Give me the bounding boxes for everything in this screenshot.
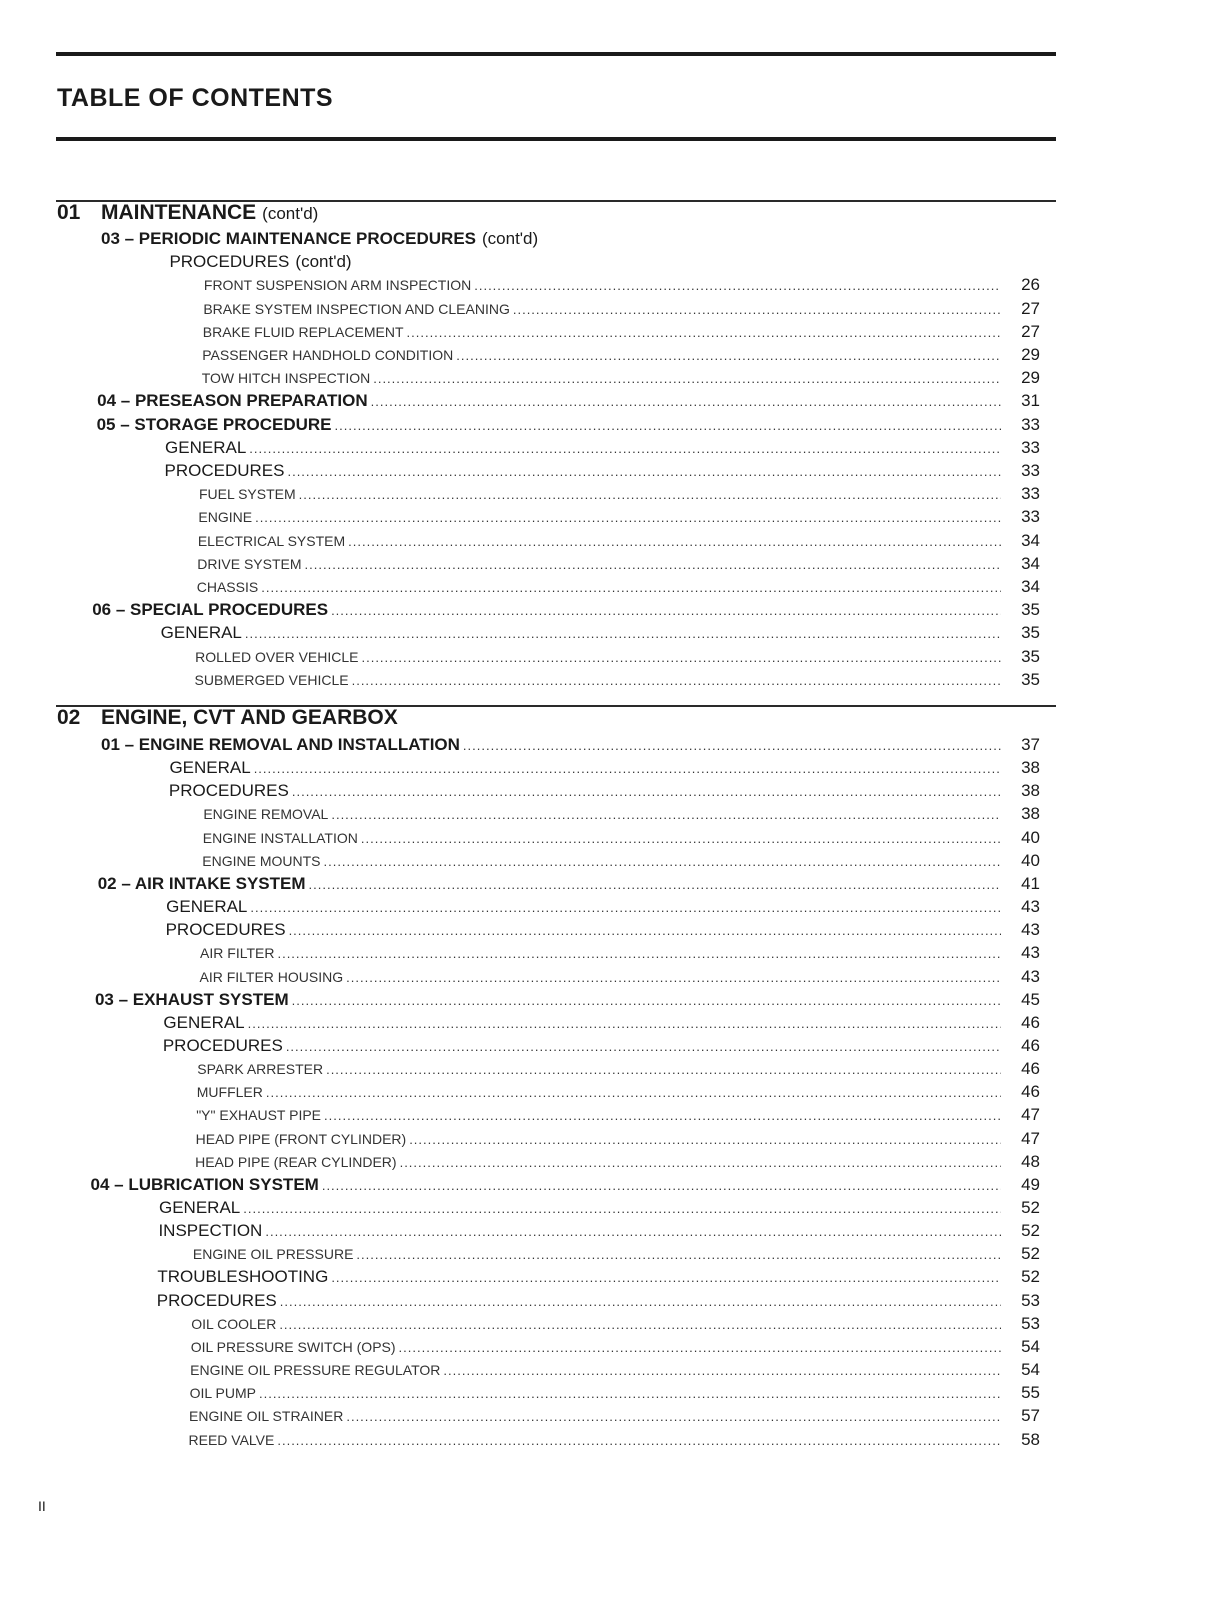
dot-leader [280,1290,1001,1313]
dot-leader [255,506,1001,529]
dot-leader [352,669,1001,692]
dot-leader [456,344,1001,367]
toc-entry-label: AIR FILTER HOUSING [199,968,344,985]
dot-leader [266,1081,1001,1104]
toc-entry[interactable] [97,389,1040,412]
toc-entry-label: 02 – AIR INTAKE SYSTEM [97,873,306,893]
toc-entry-label: 03 – PERIODIC MAINTENANCE PROCEDURES [101,229,477,248]
toc-entry-page: 58 [1021,1429,1040,1449]
toc-entry[interactable] [169,756,1040,779]
toc-entry-page: 46 [1021,1059,1040,1079]
toc-entry-label: TROUBLESHOOTING [157,1267,329,1287]
toc-entry-label: GENERAL [165,437,247,457]
dot-leader [443,1359,1001,1382]
toc-entry-page: 38 [1021,758,1040,778]
dot-leader [249,437,1001,460]
toc-entry-label: "Y" EXHAUST PIPE [196,1107,322,1124]
toc-entry[interactable] [204,273,1040,296]
toc-entry-label: SPARK ARRESTER [197,1061,324,1078]
toc-entry-page: 34 [1021,577,1040,596]
toc-entry-page: 37 [1021,735,1040,754]
toc-entry-label: ENGINE OIL PRESSURE REGULATOR [190,1362,441,1379]
dot-leader [287,460,1001,483]
toc-entry-label: 05 – STORAGE PROCEDURE [96,414,332,434]
toc-entry-page: 43 [1021,943,1040,963]
toc-entry-label: ENGINE OIL STRAINER [189,1408,344,1425]
toc-entry[interactable] [189,1404,1040,1427]
toc-entry-label: 04 – LUBRICATION SYSTEM [90,1174,319,1194]
toc-entry[interactable] [199,482,1040,505]
toc-entry-page: 43 [1021,897,1040,917]
toc-entry-label: ENGINE [198,509,253,526]
toc-entry[interactable] [165,459,1041,482]
dot-leader [348,530,1001,553]
toc-entry[interactable] [166,895,1040,918]
toc-entry-label: GENERAL [166,897,248,917]
dot-leader [322,1174,1001,1197]
dot-leader [400,1151,1001,1174]
toc-entry[interactable] [202,366,1040,389]
toc-entry-page: 43 [1021,920,1040,940]
dot-leader [373,367,1001,390]
toc-entry-label: ENGINE OIL PRESSURE [192,1246,354,1263]
toc-entry[interactable] [197,1057,1040,1080]
toc-entry-suffix: (cont'd) [482,229,539,248]
toc-entry[interactable] [97,413,1040,436]
dot-leader [243,1197,1001,1220]
toc-entry-label: PROCEDURES [164,461,285,480]
toc-entry-page: 54 [1021,1360,1040,1380]
toc-entry[interactable] [195,645,1040,668]
toc-entry-page: 35 [1021,623,1040,643]
dot-leader [305,553,1001,576]
section-number: 01 [57,201,81,224]
toc-entry-label: HEAD PIPE (FRONT CYLINDER) [195,1130,407,1147]
toc-entry[interactable] [163,1034,1040,1057]
toc-entry[interactable] [203,320,1040,343]
toc-entry-page: 47 [1021,1105,1040,1125]
toc-entry-label: 01 – ENGINE REMOVAL AND INSTALLATION [101,735,460,754]
toc-entry-page: 46 [1021,1035,1040,1055]
toc-entry-page: 57 [1021,1406,1040,1426]
toc-entry-label: TOW HITCH INSPECTION [201,370,371,387]
toc-entry[interactable] [166,918,1040,941]
toc-entry[interactable] [92,598,1040,621]
toc-entry[interactable] [169,250,1040,273]
toc-entry-page: 43 [1021,966,1040,986]
section-heading [57,201,1057,227]
toc-entry-page: 52 [1021,1244,1040,1264]
toc-entry-page: 33 [1021,437,1040,457]
toc-entry[interactable] [161,621,1040,644]
toc-entry-label: MUFFLER [196,1084,263,1101]
toc-entry-label: GENERAL [159,1198,241,1217]
toc-entry-page: 33 [1021,507,1040,527]
toc-entry-label: CHASSIS [196,579,259,595]
toc-entry-label: 04 – PRESEASON PREPARATION [97,391,368,411]
toc-entry-page: 53 [1021,1313,1040,1333]
toc-entry-page: 45 [1021,989,1040,1009]
toc-entry-label: BRAKE SYSTEM INSPECTION AND CLEANING [203,300,510,317]
dot-leader [409,1128,1001,1151]
toc-entry-label: FUEL SYSTEM [198,486,296,503]
toc-entry-page: 31 [1021,391,1040,411]
toc-entry-label: PROCEDURES [168,781,289,801]
toc-entry-label: AIR FILTER [200,945,275,962]
toc-entry-label: HEAD PIPE (REAR CYLINDER) [195,1153,397,1170]
toc-entry[interactable] [196,1103,1040,1126]
toc-entry-page: 29 [1021,345,1040,364]
dot-leader [265,1220,1001,1243]
toc-entry-page: 52 [1021,1267,1040,1287]
toc-entry[interactable] [191,1312,1040,1335]
toc-entry-label: BRAKE FLUID REPLACEMENT [202,323,404,340]
toc-entry-page: 46 [1021,1082,1040,1102]
dot-leader [324,1104,1001,1127]
toc-entry-page: 27 [1021,321,1040,341]
section-number: 02 [57,706,81,729]
toc-entry-label: OIL PUMP [189,1385,256,1402]
toc-entry-label: ENGINE MOUNTS [202,852,321,869]
toc-entry-page: 55 [1021,1383,1040,1403]
toc-entry-label: REED VALVE [188,1431,275,1448]
section-suffix: (cont'd) [262,204,319,223]
toc-entry[interactable] [202,849,1040,872]
toc-entry-page: 35 [1021,669,1040,689]
toc-entry-label: ENGINE INSTALLATION [202,829,358,846]
dot-leader [286,1035,1001,1058]
toc-entry[interactable] [165,436,1040,459]
toc-entry[interactable] [197,552,1040,575]
toc-entry[interactable] [157,1265,1040,1288]
dot-leader [277,1429,1001,1452]
toc-entry-page: 47 [1021,1128,1040,1148]
dot-leader [259,1382,1001,1405]
toc-entry-label: 03 – EXHAUST SYSTEM [94,989,289,1009]
toc-entry-page: 26 [1021,275,1040,295]
dot-leader [309,873,1001,896]
toc-entry-page: 38 [1021,804,1040,824]
toc-entry[interactable] [195,1150,1040,1173]
toc-entry[interactable] [159,1196,1040,1219]
dot-leader [292,780,1001,803]
dot-leader [289,919,1001,942]
toc-entry-label: OIL PRESSURE SWITCH (OPS) [190,1338,396,1355]
toc-entry[interactable] [198,505,1040,528]
title-bottom-rule [56,137,1056,141]
toc-entry[interactable] [193,1242,1040,1265]
toc-entry-page: 38 [1021,781,1040,801]
dot-leader [346,966,1001,989]
toc-entry-label: SUBMERGED VEHICLE [194,671,349,688]
dot-leader [356,1243,1001,1266]
toc-entry-page: 35 [1021,646,1040,666]
section-title: MAINTENANCE [101,201,257,224]
toc-entry-label: GENERAL [160,623,242,643]
toc-entry-label: FRONT SUSPENSION ARM INSPECTION [203,277,472,294]
toc-entry-label: ROLLED OVER VEHICLE [195,648,359,665]
toc-entry-label: PASSENGER HANDHOLD CONDITION [202,347,454,363]
dot-leader [248,1012,1001,1035]
dot-leader [261,576,1001,599]
toc-entry-page: 46 [1021,1012,1040,1032]
toc-entry-page: 34 [1021,553,1040,573]
toc-entry[interactable] [101,227,1040,250]
toc-entry[interactable] [197,1080,1040,1103]
toc-entry-page: 54 [1021,1336,1040,1356]
toc-entry[interactable] [191,1335,1040,1358]
toc-entry-page: 52 [1021,1198,1040,1217]
toc-entry-label: PROCEDURES [156,1290,277,1310]
toc-entry-page: 41 [1021,873,1040,893]
page-number: II [38,1498,46,1514]
dot-leader [399,1336,1001,1359]
toc-entry-label: ELECTRICAL SYSTEM [197,532,346,549]
toc-entry[interactable] [157,1289,1040,1312]
toc-entry[interactable] [198,529,1040,552]
toc-entry[interactable] [203,297,1040,320]
toc-entry-page: 27 [1021,298,1040,318]
dot-leader [254,757,1001,780]
toc-entry-label: 06 – SPECIAL PROCEDURES [92,600,329,620]
dot-leader [245,622,1001,645]
dot-leader [331,1266,1001,1289]
toc-entry-label: GENERAL [163,1012,245,1032]
toc-entry[interactable] [203,826,1040,849]
toc-entry[interactable] [98,872,1040,895]
toc-entry-page: 40 [1021,850,1040,870]
toc-entry-suffix: (cont'd) [295,252,352,272]
toc-entry[interactable] [189,1428,1041,1451]
toc-entry-label: DRIVE SYSTEM [197,555,302,572]
toc-entry-label: INSPECTION [158,1221,263,1241]
toc-entry-label: GENERAL [169,758,251,778]
dot-leader [331,599,1001,622]
dot-leader [346,1405,1001,1428]
dot-leader [323,850,1001,873]
toc-entry[interactable] [158,1219,1040,1242]
toc-entry[interactable] [196,1127,1040,1150]
toc-entry-label: PROCEDURES [169,252,290,272]
dot-leader [250,896,1001,919]
toc-entry-page: 33 [1021,484,1040,504]
dot-leader [474,274,1001,297]
dot-leader [292,989,1001,1012]
toc-entry-page: 33 [1021,461,1040,480]
dot-leader [279,1313,1001,1336]
toc-entry-label: PROCEDURES [165,920,286,940]
dot-leader [513,298,1001,321]
dot-leader [371,390,1001,413]
dot-leader [326,1058,1001,1081]
toc-entry-page: 29 [1021,368,1040,388]
toc-entry[interactable] [169,779,1040,802]
toc-entry-page: 52 [1021,1221,1040,1241]
dot-leader [335,414,1001,437]
toc-entry[interactable] [91,1173,1040,1196]
dot-leader [407,321,1001,344]
toc-entry-page: 33 [1021,414,1040,434]
toc-entry[interactable] [190,1358,1040,1381]
toc-entry[interactable] [195,668,1040,691]
toc-entry-page: 48 [1021,1151,1040,1171]
dot-leader [361,646,1001,669]
section-heading [57,706,1057,732]
dot-leader [331,803,1001,826]
dot-leader [277,942,1001,965]
page-title: TABLE OF CONTENTS [57,84,334,112]
dot-leader [361,827,1001,850]
toc-entry-page: 53 [1021,1290,1040,1310]
toc-entry[interactable] [190,1381,1040,1404]
toc-entry[interactable] [197,575,1040,598]
toc-entry-page: 35 [1021,600,1040,620]
toc-entry-label: PROCEDURES [162,1035,283,1055]
toc-entry[interactable] [95,988,1040,1011]
toc-entry-label: OIL COOLER [191,1315,277,1332]
toc-entry[interactable] [203,802,1040,825]
top-rule [56,52,1056,56]
toc-entry[interactable] [163,1011,1040,1034]
toc-entry-page: 40 [1021,827,1040,847]
toc-entry[interactable] [200,941,1040,964]
dot-leader [463,734,1001,757]
toc-entry[interactable] [200,965,1041,988]
toc-entry-page: 49 [1021,1174,1040,1194]
toc-entry[interactable] [101,733,1040,756]
toc-entry-page: 34 [1021,530,1040,550]
section-title: ENGINE, CVT AND GEARBOX [101,706,398,729]
toc-entry[interactable] [202,343,1040,366]
toc-entry-label: ENGINE REMOVAL [203,806,329,823]
dot-leader [299,483,1001,506]
